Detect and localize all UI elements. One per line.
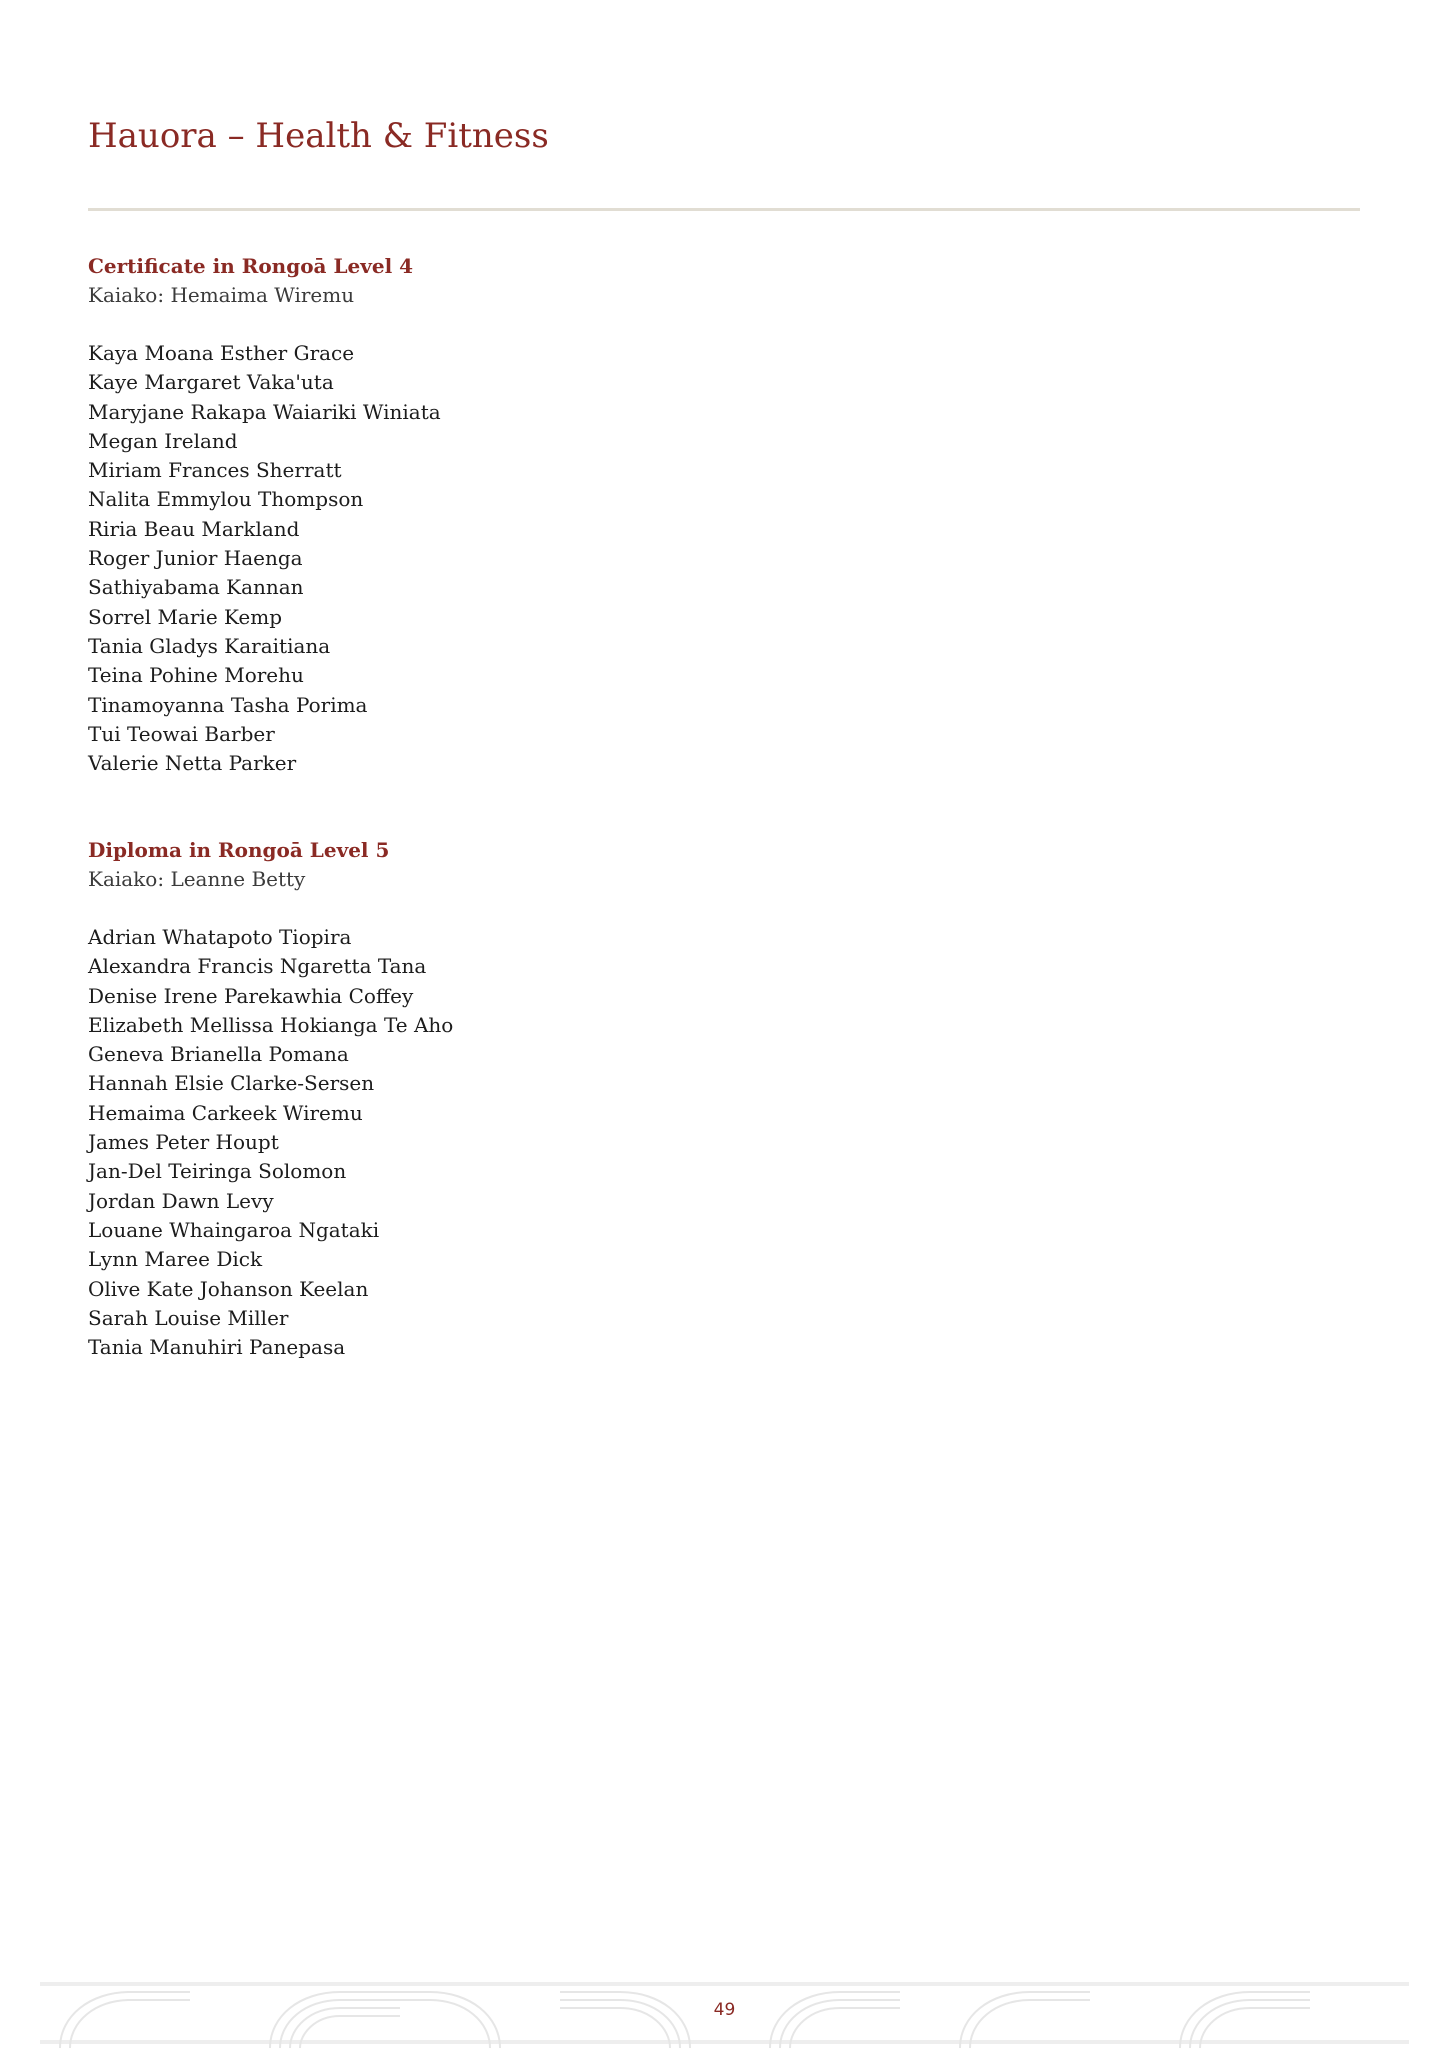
section-heading: Diploma in Rongoā Level 5 — [88, 838, 390, 862]
graduate-name: Alexandra Francis Ngaretta Tana — [88, 954, 427, 979]
graduate-name: Tui Teowai Barber — [88, 721, 275, 746]
graduate-name: Lynn Maree Dick — [88, 1247, 263, 1272]
graduate-name: Louane Whaingaroa Ngataki — [88, 1217, 380, 1242]
graduate-name: Riria Beau Markland — [88, 516, 300, 541]
graduate-name: Teina Pohine Morehu — [88, 663, 304, 688]
graduate-name: Sorrel Marie Kemp — [88, 604, 283, 629]
graduate-name: Hannah Elsie Clarke-Sersen — [88, 1071, 375, 1096]
graduate-name: Tania Gladys Karaitiana — [88, 633, 331, 658]
graduate-name: Megan Ireland — [88, 428, 238, 453]
graduate-name: Tania Manuhiri Panepasa — [88, 1335, 346, 1360]
graduate-name: Sarah Louise Miller — [88, 1305, 289, 1330]
section-diploma-rongoa-level-5 — [88, 836, 453, 1362]
graduate-name: Jordan Dawn Levy — [88, 1188, 274, 1213]
graduate-name: Roger Junior Haenga — [88, 546, 303, 571]
graduate-name: Hemaima Carkeek Wiremu — [88, 1100, 363, 1125]
graduate-name: Kaye Margaret Vaka'uta — [88, 370, 334, 395]
page-number: 49 — [713, 2000, 736, 2020]
graduate-name: Valerie Netta Parker — [88, 751, 297, 776]
graduate-name: Geneva Brianella Pomana — [88, 1042, 349, 1067]
graduate-name: Tinamoyanna Tasha Porima — [88, 692, 368, 717]
page-title: Hauora – Health & Fitness — [88, 116, 549, 156]
tutor-line: Kaiako: Leanne Betty — [88, 867, 306, 891]
section-heading: Certificate in Rongoā Level 4 — [88, 254, 414, 278]
graduate-name: James Peter Houpt — [88, 1130, 279, 1155]
graduate-name: Denise Irene Parekawhia Coffey — [88, 983, 414, 1008]
graduate-name: Jan-Del Teiringa Solomon — [88, 1159, 347, 1184]
graduate-name: Elizabeth Mellissa Hokianga Te Aho — [88, 1012, 454, 1037]
graduate-name: Olive Kate Johanson Keelan — [88, 1276, 369, 1301]
graduate-name: Maryjane Rakapa Waiariki Winiata — [88, 399, 441, 424]
section-certificate-rongoa-level-4 — [88, 252, 441, 778]
graduate-list — [88, 339, 441, 778]
graduate-name: Adrian Whatapoto Tiopira — [88, 925, 352, 949]
title-divider — [88, 208, 1360, 211]
graduate-name: Sathiyabama Kannan — [88, 575, 304, 600]
graduate-list — [88, 923, 453, 1362]
graduate-name: Kaya Moana Esther Grace — [88, 341, 355, 365]
graduate-name: Nalita Emmylou Thompson — [88, 487, 364, 512]
graduate-name: Miriam Frances Sherratt — [88, 458, 342, 483]
tutor-line: Kaiako: Hemaima Wiremu — [88, 283, 355, 307]
